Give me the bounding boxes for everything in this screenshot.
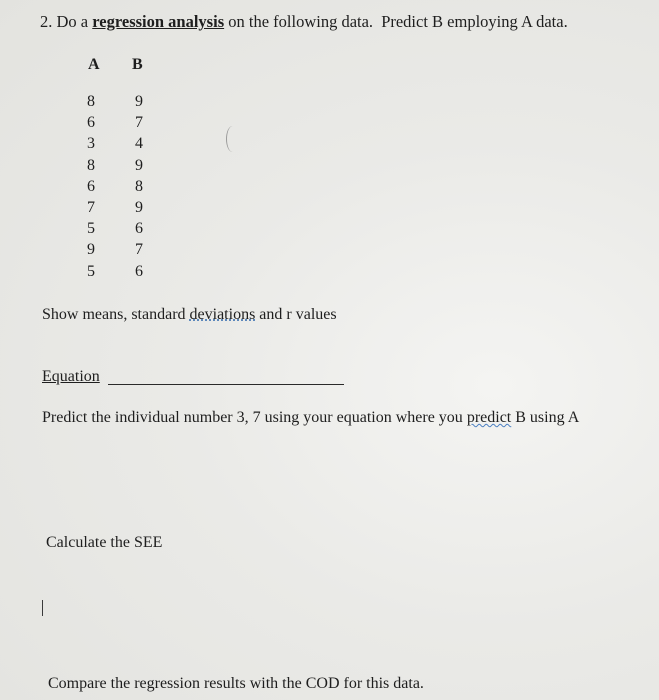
cell-a: 5: [87, 220, 95, 238]
calculate-see: Calculate the SEE: [46, 534, 163, 551]
cell-a: 8: [87, 156, 95, 174]
show-means-line: [42, 306, 337, 324]
cell-b: 7: [135, 114, 143, 132]
equation-answer-line[interactable]: [108, 384, 344, 385]
question-number: 2.: [40, 12, 53, 31]
predict-before: Predict the individual number 3, 7 using your equation where you: [42, 409, 463, 426]
column-header-b: B: [132, 56, 143, 73]
equation-label: Equation: [42, 368, 100, 385]
question-text-a: Do a: [56, 12, 89, 31]
cell-a: 9: [87, 241, 95, 259]
predict-after: B using A: [515, 409, 580, 426]
pencil-mark: [226, 126, 239, 152]
cell-a: 7: [87, 198, 95, 216]
column-header-a: A: [88, 56, 100, 73]
cell-b: 7: [135, 241, 143, 259]
cell-b: 8: [135, 177, 143, 195]
question-line: [40, 12, 568, 32]
cell-a: 8: [87, 93, 95, 110]
show-means-word: deviations: [189, 306, 256, 323]
cell-b: 6: [135, 262, 143, 280]
cell-a: 5: [87, 262, 95, 280]
question-text-b: on the following data.: [228, 12, 374, 31]
regression-analysis-link[interactable]: regression analysis: [92, 12, 225, 31]
cell-b: 4: [135, 135, 143, 153]
show-means-after: and r values: [259, 306, 337, 323]
cell-b: 6: [135, 220, 143, 238]
cell-a: 6: [87, 114, 95, 132]
cell-a: 3: [87, 135, 95, 153]
pencil-mark-vertical: [42, 600, 43, 616]
cell-b: 9: [135, 198, 143, 216]
predict-line: [42, 409, 579, 427]
show-means-before: Show means, standard: [42, 306, 186, 323]
cell-b: 9: [135, 156, 143, 174]
predict-word: predict: [466, 409, 512, 426]
compare-line: Compare the regression results with the COD for this data.: [48, 675, 424, 692]
cell-b: 9: [135, 93, 143, 110]
question-text-c: Predict B employing A data.: [381, 12, 568, 31]
cell-a: 6: [87, 177, 95, 195]
